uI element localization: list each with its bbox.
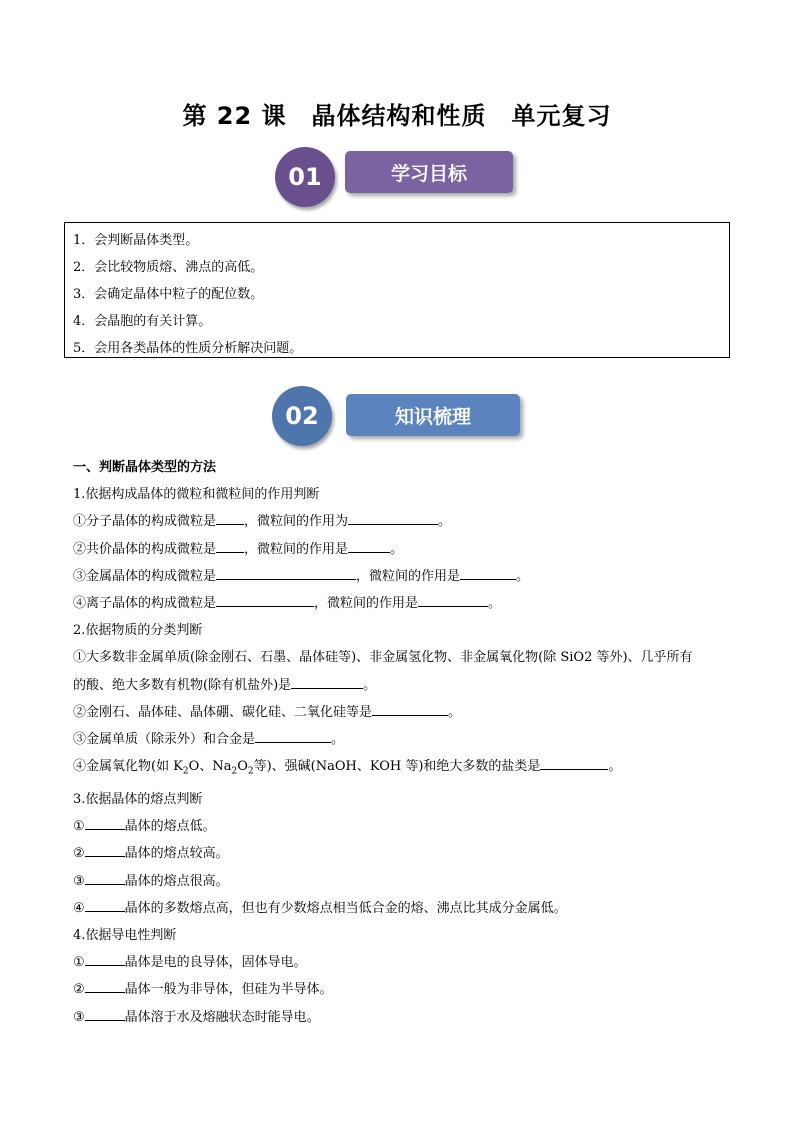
goal-item: 5．会用各类晶体的性质分析解决问题。 <box>73 341 303 356</box>
line-text: ②共价晶体的构成微粒是 <box>73 541 217 557</box>
learning-goals-box <box>64 222 730 358</box>
line-text: ③ <box>73 873 85 889</box>
fill-line <box>73 699 733 726</box>
subheading: 1.依据构成晶体的微粒和微粒间的作用判断 <box>73 487 320 503</box>
fill-line <box>73 895 733 922</box>
fill-line <box>73 508 733 535</box>
answer-blank[interactable] <box>255 729 331 743</box>
line-text: 晶体是电的良导体，固体导电。 <box>124 955 307 971</box>
answer-blank[interactable] <box>291 675 363 689</box>
section-label: 知识梳理 <box>346 394 520 436</box>
line-text: ④ <box>73 900 85 916</box>
line-text: O、Na <box>188 759 232 775</box>
answer-blank[interactable] <box>85 1007 125 1021</box>
line-text: ③金属单质（除汞外）和合金是 <box>73 732 256 748</box>
line-text: 。 <box>331 732 345 748</box>
knowledge-content <box>73 454 733 1031</box>
line-text: 。 <box>363 677 377 693</box>
line-text: 晶体溶于水及熔融状态时能导电。 <box>124 1009 320 1025</box>
line-text: ③金属晶体的构成微粒是 <box>73 568 217 584</box>
answer-blank[interactable] <box>348 511 438 525</box>
fill-line <box>73 563 733 590</box>
subheading: 3.依据晶体的熔点判断 <box>73 792 203 808</box>
line-text: ，微粒间的作用是 <box>314 596 419 612</box>
line-text: ③ <box>73 1009 85 1025</box>
line-text: 等)、强碱(NaOH、KOH 等)和绝大多数的盐类是 <box>253 759 541 775</box>
answer-blank[interactable] <box>460 566 516 580</box>
section-number-badge: 02 <box>272 386 332 446</box>
fill-line <box>73 868 733 895</box>
fill-line <box>73 672 733 699</box>
fill-line <box>73 536 733 563</box>
line-text: ①分子晶体的构成微粒是 <box>73 514 217 530</box>
answer-blank[interactable] <box>540 756 608 770</box>
fill-line <box>73 753 733 786</box>
answer-blank[interactable] <box>216 539 244 553</box>
fill-line <box>73 949 733 976</box>
line-text: 。 <box>488 596 502 612</box>
subscript: 2 <box>231 766 238 777</box>
goal-item: 1．会判断晶体类型。 <box>73 233 199 248</box>
answer-blank[interactable] <box>372 702 448 716</box>
line-text: 。 <box>390 541 404 557</box>
fill-line <box>73 726 733 753</box>
line-text: 晶体的熔点很高。 <box>124 873 229 889</box>
line-text: 。 <box>448 704 462 720</box>
answer-blank[interactable] <box>348 539 390 553</box>
answer-blank[interactable] <box>216 566 356 580</box>
subheading: 2.依据物质的分类判断 <box>73 623 203 639</box>
subscript: 2 <box>247 766 254 777</box>
answer-blank[interactable] <box>85 871 125 885</box>
answer-blank[interactable] <box>85 979 125 993</box>
answer-blank[interactable] <box>216 593 314 607</box>
line-text: ② <box>73 846 85 862</box>
line-text: ② <box>73 982 85 998</box>
line-text: 晶体的熔点低。 <box>124 819 216 835</box>
line-text: ，微粒间的作用为 <box>244 514 349 530</box>
answer-blank[interactable] <box>216 511 244 525</box>
section-heading: 一、判断晶体类型的方法 <box>73 460 217 475</box>
fill-line <box>73 1004 733 1031</box>
line-text: 的酸、绝大多数有机物(除有机盐外)是 <box>73 677 292 693</box>
paragraph-line: ①大多数非金属单质(除金刚石、石墨、晶体硅等)、非金属氢化物、非金属氧化物(除 SiO2 等外)、几乎所有 <box>73 650 693 666</box>
line-text: ，微粒间的作用是 <box>244 541 349 557</box>
fill-line <box>73 813 733 840</box>
answer-blank[interactable] <box>85 898 125 912</box>
line-text: 晶体的熔点较高。 <box>124 846 229 862</box>
line-text: ① <box>73 819 85 835</box>
answer-blank[interactable] <box>85 952 125 966</box>
section-number-badge: 01 <box>275 147 335 207</box>
line-text: 晶体一般为非导体，但硅为半导体。 <box>124 982 333 998</box>
fill-line <box>73 976 733 1003</box>
goal-item: 2．会比较物质熔、沸点的高低。 <box>73 260 264 275</box>
subheading: 4.依据导电性判断 <box>73 928 177 944</box>
line-text: O <box>237 759 248 775</box>
line-text: 。 <box>608 759 622 775</box>
subscript: 2 <box>182 766 189 777</box>
line-text: ④离子晶体的构成微粒是 <box>73 596 217 612</box>
answer-blank[interactable] <box>85 843 125 857</box>
line-text: 。 <box>438 514 452 530</box>
goal-item: 4．会晶胞的有关计算。 <box>73 314 212 329</box>
page-title: 第 22 课 晶体结构和性质 单元复习 <box>182 102 612 130</box>
line-text: ① <box>73 955 85 971</box>
line-text: ，微粒间的作用是 <box>356 568 461 584</box>
answer-blank[interactable] <box>418 593 488 607</box>
section-label: 学习目标 <box>345 151 513 193</box>
goal-item: 3．会确定晶体中粒子的配位数。 <box>73 287 264 302</box>
line-text: ②金刚石、晶体硅、晶体硼、碳化硅、二氧化硅等是 <box>73 704 373 720</box>
answer-blank[interactable] <box>85 816 125 830</box>
line-text: 晶体的多数熔点高，但也有少数熔点相当低合金的熔、沸点比其成分金属低。 <box>124 900 567 916</box>
fill-line <box>73 590 733 617</box>
line-text: 。 <box>516 568 530 584</box>
fill-line <box>73 840 733 867</box>
line-text: ④金属氧化物(如 K <box>73 759 183 775</box>
